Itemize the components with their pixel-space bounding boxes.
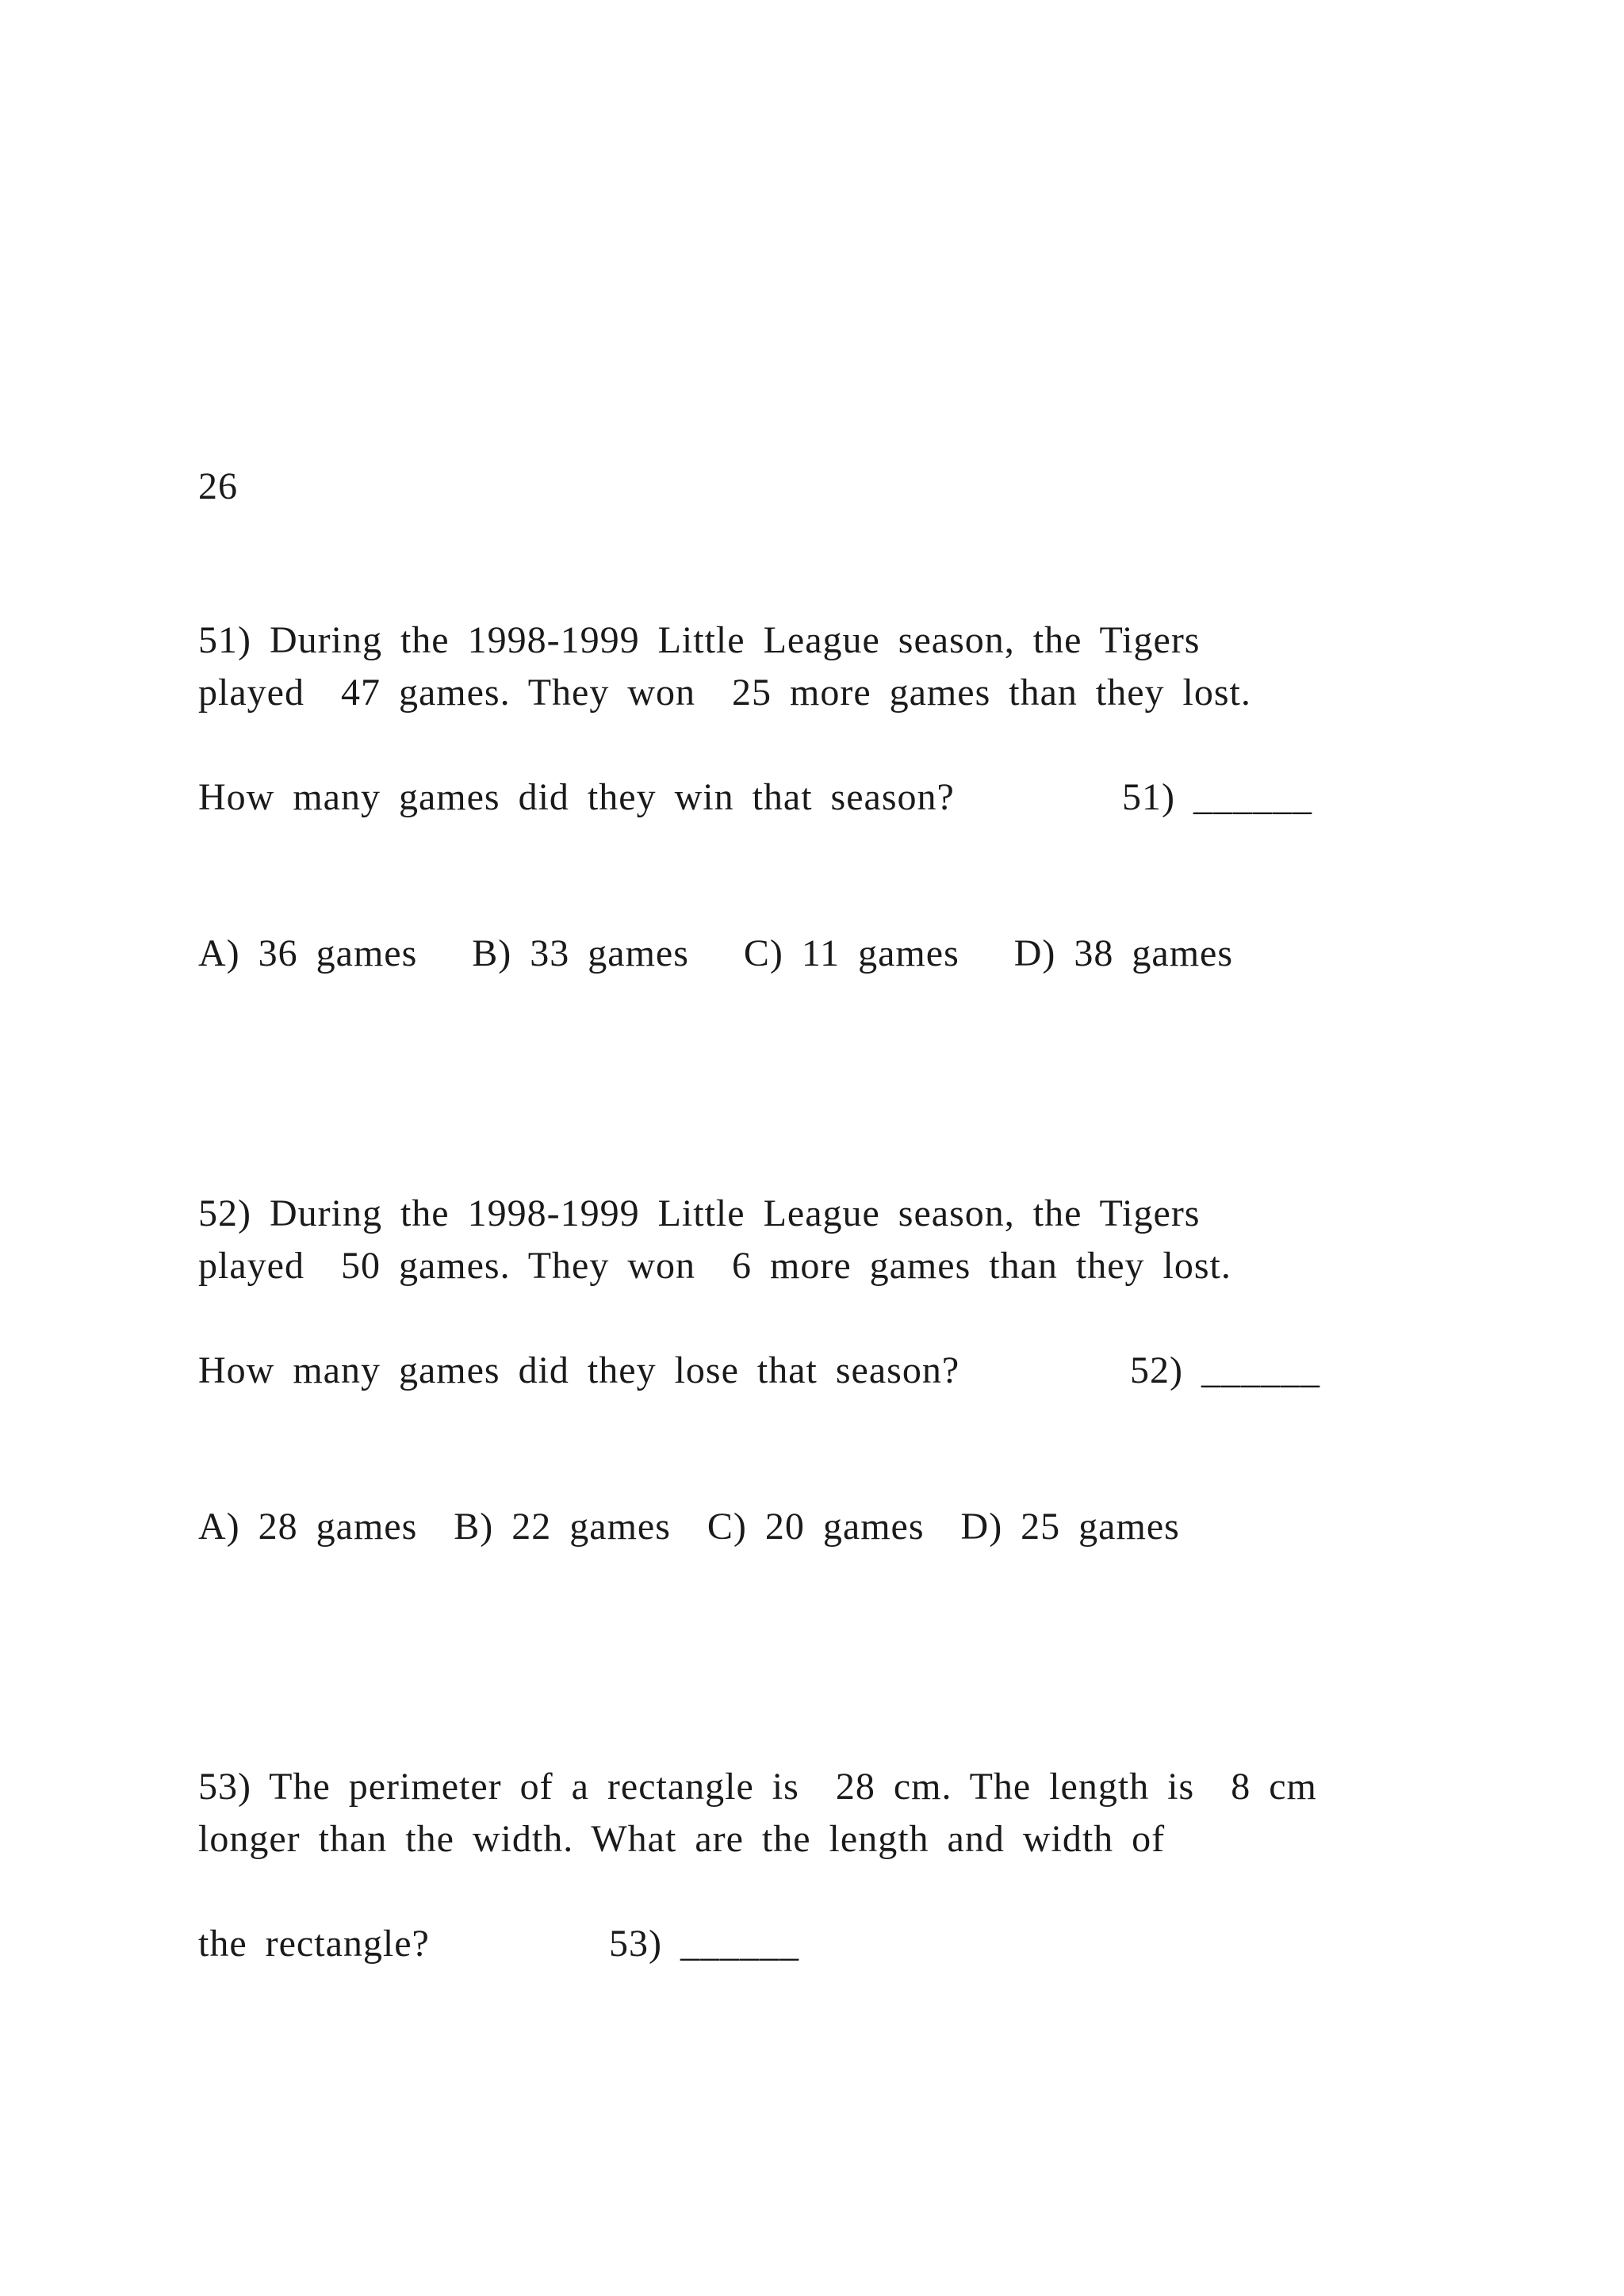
question-text-line: played 50 games. They won 6 more games than they lost.: [198, 1245, 1231, 1287]
question-prompt: How many games did they lose that season?: [198, 1349, 960, 1391]
question-text-line: 51) During the 1998-1999 Little League season, the Tigers: [198, 619, 1201, 661]
answer-blank: 52) ______: [1130, 1349, 1320, 1391]
question-text-line: 52) During the 1998-1999 Little League season, the Tigers: [198, 1192, 1201, 1234]
question-text-line: 53) The perimeter of a rectangle is 28 cm. The length is 8 cm: [198, 1766, 1317, 1808]
question-text-line: longer than the width. What are the length and width of: [198, 1818, 1166, 1860]
answer-choices: A) 28 games B) 22 games C) 20 games D) 25 games: [198, 1506, 1180, 1548]
question-prompt: the rectangle?: [198, 1923, 430, 1965]
answer-choices: A) 36 games B) 33 games C) 11 games D) 38 games: [198, 932, 1234, 974]
answer-blank: 53) ______: [609, 1923, 799, 1965]
answer-blank: 51) ______: [1122, 776, 1312, 818]
page-number: 26: [198, 465, 238, 507]
question-prompt: How many games did they win that season?: [198, 776, 955, 818]
question-text-line: played 47 games. They won 25 more games than they lost.: [198, 672, 1251, 714]
